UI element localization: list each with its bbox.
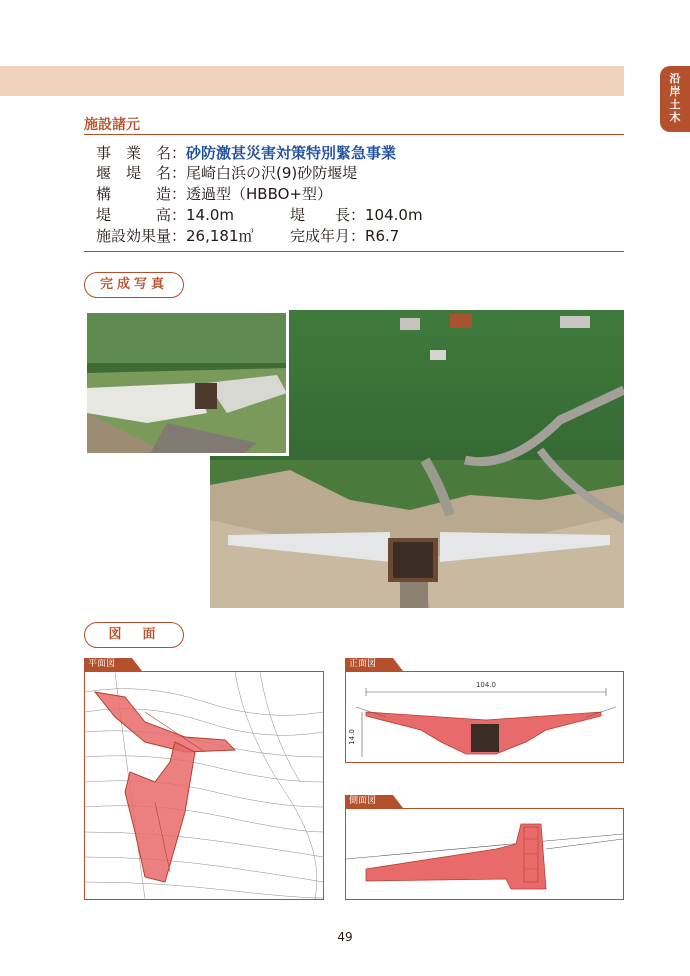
plan-drawing-image bbox=[85, 672, 323, 899]
page-number: 49 bbox=[337, 930, 353, 944]
front-tag: 正面図 bbox=[345, 658, 393, 671]
divider-top bbox=[84, 134, 624, 135]
front-drawing-image bbox=[346, 672, 623, 762]
side-tag: 側面図 bbox=[345, 795, 393, 808]
spec-effect bbox=[96, 226, 254, 246]
spec-effect-value: 26,181㎥ bbox=[186, 227, 254, 245]
side-drawing bbox=[345, 808, 624, 900]
spec-dam-label: 堰 堤 名： bbox=[96, 164, 187, 182]
section-title: 施設諸元 bbox=[84, 117, 140, 133]
spec-structure-label: 構 造： bbox=[96, 185, 187, 203]
spec-completion bbox=[290, 226, 399, 246]
spec-height-value: 14.0m bbox=[186, 206, 235, 224]
front-height-label: 14.0 bbox=[348, 729, 356, 745]
chapter-label: 沿岸土木 bbox=[669, 72, 681, 124]
spec-height bbox=[96, 205, 234, 225]
divider-bottom bbox=[84, 251, 624, 252]
spec-completion-label: 完成年月： bbox=[290, 227, 366, 245]
plan-drawing bbox=[84, 671, 324, 900]
spec-completion-value: R6.7 bbox=[365, 227, 400, 245]
plan-tag: 平面図 bbox=[84, 658, 132, 671]
photos-heading: 完成写真 bbox=[84, 272, 184, 298]
front-drawing bbox=[345, 671, 624, 763]
spec-length-value: 104.0m bbox=[365, 206, 423, 224]
spec-project-label: 事 業 名： bbox=[96, 144, 187, 162]
spec-dam-value: 尾崎白浜の沢(9)砂防堰堤 bbox=[186, 164, 358, 182]
spec-structure-value: 透過型（HBBO+型） bbox=[186, 185, 332, 203]
spec-project bbox=[96, 143, 396, 163]
spec-dam bbox=[96, 163, 357, 183]
inset-photo-image bbox=[87, 313, 289, 456]
spec-effect-label: 施設効果量： bbox=[96, 227, 187, 245]
drawings-heading: 図 面 bbox=[84, 622, 184, 648]
inset-photo bbox=[84, 310, 289, 456]
spec-structure bbox=[96, 184, 332, 204]
front-width-label: 104.0 bbox=[475, 681, 497, 689]
chapter-side-tab[interactable] bbox=[660, 66, 690, 132]
spec-height-label: 堤 高： bbox=[96, 206, 187, 224]
spec-length-label: 堤 長： bbox=[290, 206, 366, 224]
header-band bbox=[0, 66, 624, 96]
spec-length bbox=[290, 205, 423, 225]
side-drawing-image bbox=[346, 809, 623, 899]
spec-project-value: 砂防激甚災害対策特別緊急事業 bbox=[186, 144, 397, 162]
